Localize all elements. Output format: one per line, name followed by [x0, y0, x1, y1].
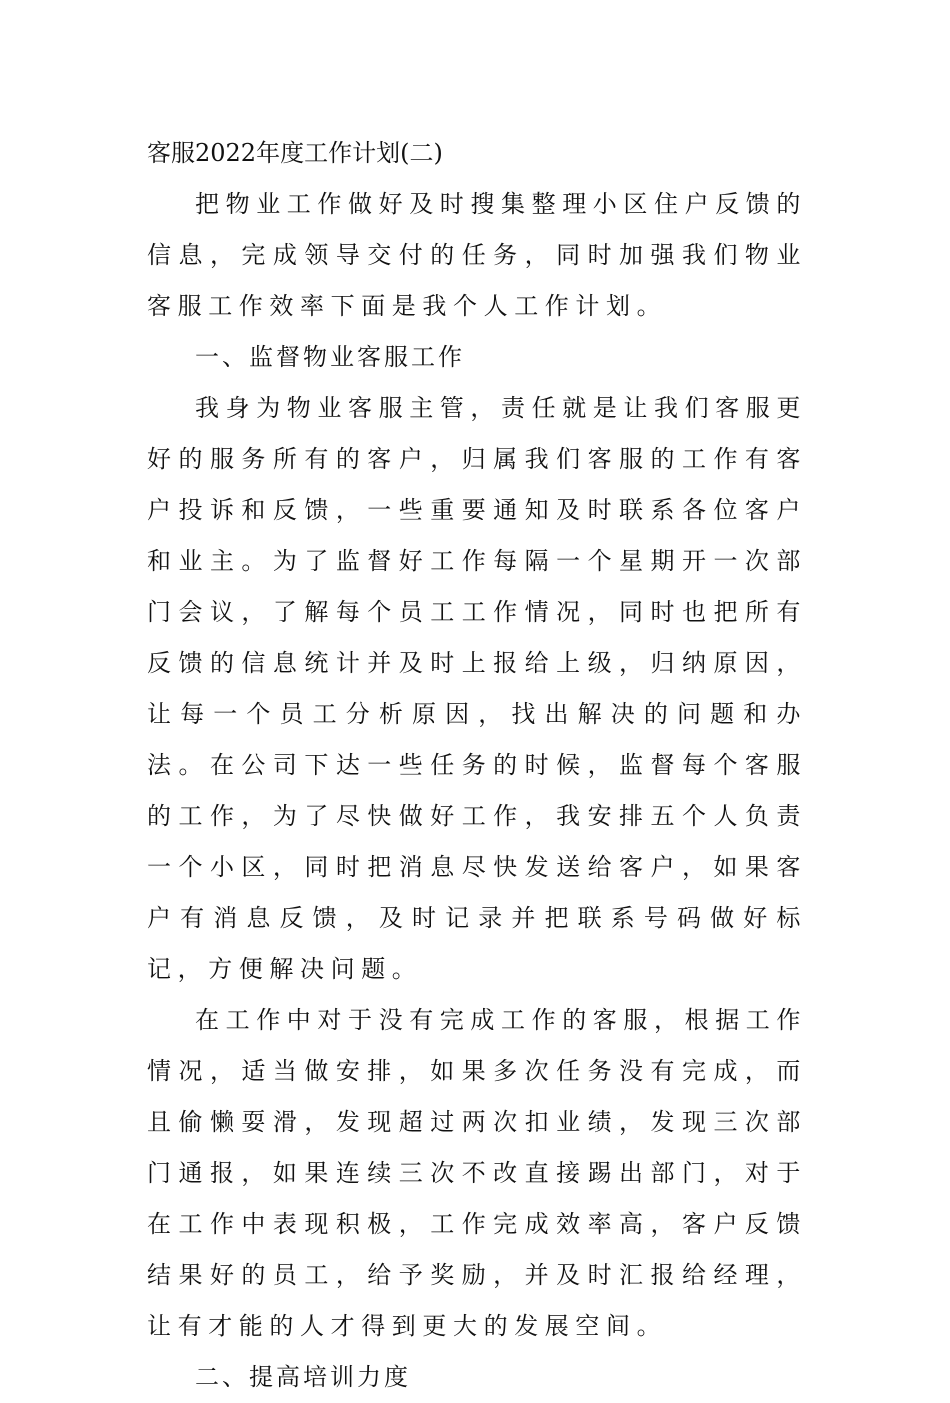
intro-paragraph: 把物业工作做好及时搜集整理小区住户反馈的信息，完成领导交付的任务，同时加强我们物业客服工作效率下面是我个人工作计划。 [147, 190, 807, 320]
document-title: 客服2022年度工作计划(二) [147, 139, 443, 167]
section-heading-2: 二、提高培训力度 [195, 1363, 411, 1391]
section-1-paragraph-2: 在工作中对于没有完成工作的客服，根据工作情况，适当做安排，如果多次任务没有完成，而且偷懒耍滑，发现超过两次扣业绩，发现三次部门通报，如果连续三次不改直接踢出部门，对于在工作中表现积极，工作完成效率高，客户反馈结果好的员工，给予奖励，并及时汇报给经理，让有才能的人才得到更大的发展空间。 [147, 1006, 807, 1340]
document-body [147, 128, 807, 1403]
section-heading-1: 一、监督物业客服工作 [195, 343, 465, 371]
section-1-paragraph-1: 我身为物业客服主管，责任就是让我们客服更好的服务所有的客户，归属我们客服的工作有客户投诉和反馈，一些重要通知及时联系各位客户和业主。为了监督好工作每隔一个星期开一次部门会议，了解每个员工工作情况，同时也把所有反馈的信息统计并及时上报给上级，归纳原因，让每一个员工分析原因，找出解决的问题和办法。在公司下达一些任务的时候，监督每个客服的工作，为了尽快做好工作，我安排五个人负责一个小区，同时把消息尽快发送给客户，如果客户有消息反馈，及时记录并把联系号码做好标记，方便解决问题。 [147, 394, 807, 983]
